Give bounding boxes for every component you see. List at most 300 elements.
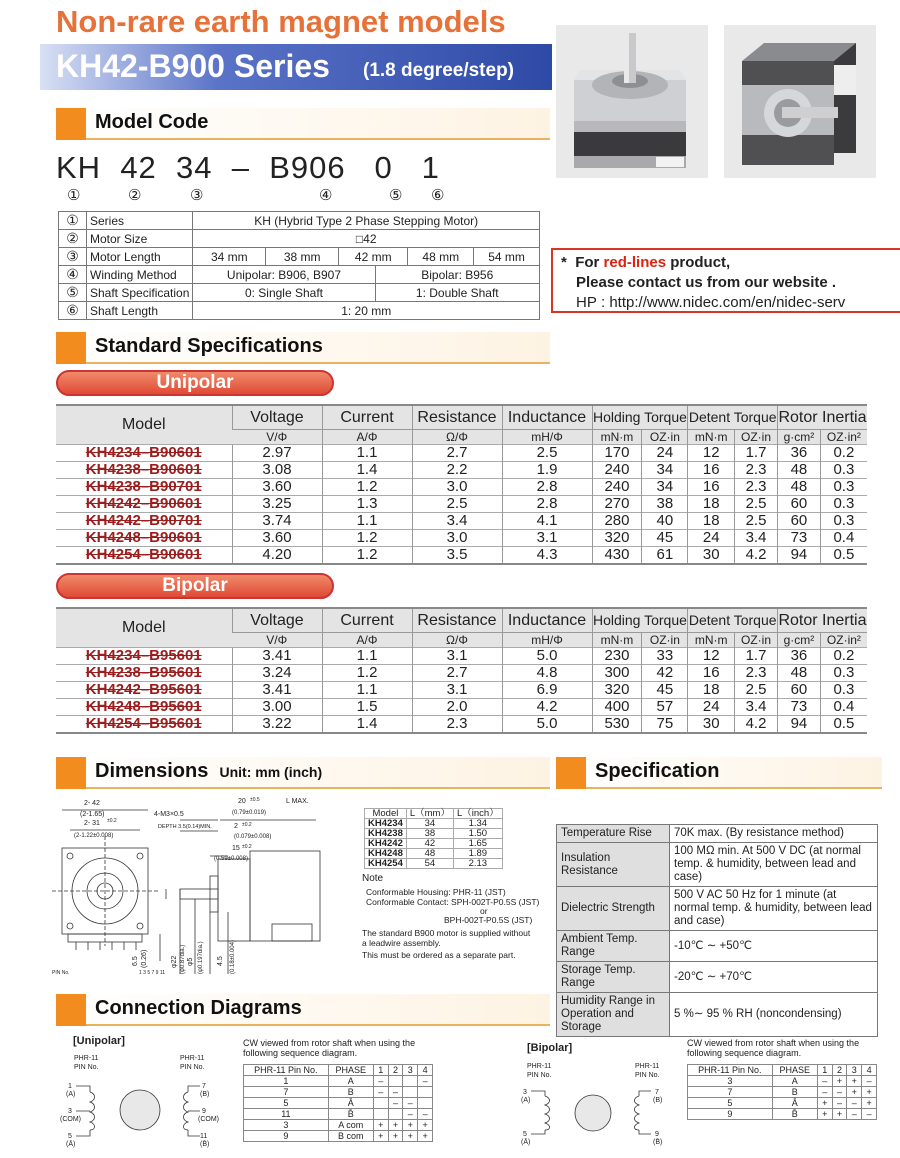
row-value: 54 mm [474, 248, 540, 266]
col-header: Resistance [412, 608, 502, 632]
spec-value: 3.4 [412, 512, 502, 529]
sequence-cell [403, 1076, 418, 1087]
col-header: Inductance [502, 608, 592, 632]
table-row [244, 1076, 433, 1087]
spec-value: 320 [592, 681, 642, 698]
spec-value: 1.7 [735, 444, 778, 461]
sequence-cell: + [418, 1120, 433, 1131]
notice-url[interactable]: HP : http://www.nidec.com/en/nidec-serv [576, 294, 846, 311]
spec-value: 36 [778, 444, 821, 461]
spec-value: 1.3 [322, 495, 412, 512]
spec-key: Storage Temp. Range [557, 962, 670, 993]
spec-value: 33 [642, 647, 688, 664]
spec-value: 75 [642, 715, 688, 733]
sequence-cell: – [832, 1098, 847, 1109]
sequence-cell: A [328, 1076, 373, 1087]
pin-phase: (Ā) [66, 1141, 76, 1148]
pin-no-label: PIN No. [635, 1072, 660, 1079]
sequence-cell: 3 [688, 1076, 773, 1087]
sequence-cell: 5 [244, 1098, 329, 1109]
unit-header: OZ·in² [820, 429, 867, 444]
sequence-cell: – [388, 1087, 403, 1098]
spec-value: 4.8 [502, 664, 592, 681]
spec-value: 4.2 [735, 546, 778, 564]
spec-value: 320 [592, 529, 642, 546]
section-specification [556, 757, 882, 789]
table-row [59, 212, 540, 230]
table-row [688, 1098, 877, 1109]
spec-value: 3.60 [232, 529, 322, 546]
section-marker [56, 757, 86, 789]
sequence-cell: – [403, 1098, 418, 1109]
pin-phase: (Ā) [521, 1139, 531, 1146]
spec-value: 2.3 [735, 664, 778, 681]
sequence-cell: + [862, 1098, 877, 1109]
pin-numbers: 1 3 5 7 9 11 [139, 970, 166, 976]
spec-value: 3.22 [232, 715, 322, 733]
spec-value: 6.9 [502, 681, 592, 698]
model-name: KH4248–B90601 [56, 529, 232, 546]
length-value: 38 [406, 829, 453, 839]
spec-value: 0.3 [820, 495, 867, 512]
spec-value: 60 [778, 512, 821, 529]
specification-table [556, 824, 878, 1037]
col-header: Rotor Inertia [778, 608, 868, 632]
spec-value: 42 [642, 664, 688, 681]
connector-note [362, 874, 539, 960]
table-row [244, 1109, 433, 1120]
spec-value: 18 [688, 495, 735, 512]
sequence-cell: + [832, 1076, 847, 1087]
row-index: ① [59, 212, 87, 230]
col-header: Voltage [232, 608, 322, 632]
col-header: 1 [817, 1065, 832, 1076]
code-part: KH [56, 150, 102, 185]
spec-value: 12 [688, 647, 735, 664]
col-header: PHR-11 Pin No. [688, 1065, 773, 1076]
spec-value: 0.3 [820, 478, 867, 495]
note-line: BPH-002T-P0.5S (JST) [444, 915, 533, 925]
unipolar-wiring-diagram [50, 1050, 230, 1155]
length-value: 34 [406, 819, 453, 829]
spec-value: 1.2 [322, 664, 412, 681]
sequence-cell [388, 1076, 403, 1087]
row-index: ③ [59, 248, 87, 266]
table-row [59, 248, 540, 266]
model-name: KH4234 [365, 819, 407, 829]
sequence-cell: + [847, 1087, 862, 1098]
header-row [244, 1065, 433, 1076]
dim-label: L MAX. [286, 798, 309, 805]
unit-header: OZ·in² [820, 632, 867, 647]
table-row [56, 715, 867, 733]
col-header: Holding Torque [592, 405, 688, 429]
col-header: 4 [418, 1065, 433, 1076]
spec-key: Ambient Temp. Range [557, 931, 670, 962]
sequence-cell: – [403, 1109, 418, 1120]
spec-value: 0.5 [820, 715, 867, 733]
note-line: Conformable Housing: PHR-11 (JST) [366, 887, 506, 897]
col-header: 2 [832, 1065, 847, 1076]
spec-value: 4.2 [502, 698, 592, 715]
dim-label: 20 [238, 798, 246, 805]
pin-number: 7 [655, 1089, 659, 1096]
dimensions-title: Dimensions [95, 760, 209, 782]
notice-text: For [575, 254, 604, 271]
section-title: Specification [595, 760, 720, 782]
sequence-cell: 1 [244, 1076, 329, 1087]
sequence-cell: + [403, 1120, 418, 1131]
table-row [56, 647, 867, 664]
section-title [95, 760, 322, 783]
section-connection [56, 994, 550, 1026]
series-title: KH42-B900 Series [56, 48, 330, 84]
sequence-cell: 9 [688, 1109, 773, 1120]
table-row [365, 849, 503, 859]
spec-value: 1.4 [322, 715, 412, 733]
col-header: Model [56, 608, 232, 647]
row-value: KH (Hybrid Type 2 Phase Stepping Motor) [193, 212, 540, 230]
header-row [688, 1065, 877, 1076]
spec-value: 2.0 [412, 698, 502, 715]
spec-value: 3.08 [232, 461, 322, 478]
model-code-table [58, 211, 540, 320]
sequence-cell [418, 1098, 433, 1109]
spec-value: 1.4 [322, 461, 412, 478]
code-part: 0 [374, 150, 393, 185]
code-part: 34 [176, 150, 213, 185]
dim-label: φ5 [187, 957, 194, 966]
table-row [59, 266, 540, 284]
cw-caption [243, 1038, 415, 1058]
row-value: 38 mm [266, 248, 339, 266]
table-row [365, 859, 503, 869]
sequence-cell [373, 1098, 388, 1109]
sequence-cell: 5 [688, 1098, 773, 1109]
spec-key: Humidity Range in Operation and Storage [557, 993, 670, 1037]
unit-header: mH/Φ [502, 429, 592, 444]
unipolar-diagram-label: [Unipolar] [73, 1035, 125, 1047]
code-part: – [231, 150, 250, 185]
model-name: KH4242–B95601 [56, 681, 232, 698]
sequence-cell: + [373, 1131, 388, 1142]
sequence-cell: B [328, 1087, 373, 1098]
row-label: Motor Length [87, 248, 193, 266]
row-value: 42 mm [339, 248, 408, 266]
unit-header: OZ·in [735, 632, 778, 647]
table-row [56, 664, 867, 681]
table-row [56, 681, 867, 698]
col-header: Resistance [412, 405, 502, 429]
spec-value: 3.4 [735, 698, 778, 715]
spec-value: 48 [778, 664, 821, 681]
section-dimensions [56, 757, 550, 789]
table-row [688, 1076, 877, 1087]
pin-number: 9 [655, 1131, 659, 1138]
phr-label: PHR-11 [180, 1055, 205, 1062]
spec-value: 240 [592, 478, 642, 495]
spec-value: 1.1 [322, 512, 412, 529]
cw-caption [687, 1038, 859, 1058]
col-header: Current [322, 608, 412, 632]
pin-number: 3 [68, 1108, 72, 1115]
col-header: Inductance [502, 405, 592, 429]
spec-value: 2.5 [735, 681, 778, 698]
spec-value: 3.41 [232, 681, 322, 698]
pin-number: 1 [68, 1083, 72, 1090]
model-name: KH4242 [365, 839, 407, 849]
row-label: Shaft Specification [87, 284, 193, 302]
spec-value: 24 [642, 444, 688, 461]
sequence-cell: 9 [244, 1131, 329, 1142]
row-index: ② [59, 230, 87, 248]
spec-value: 3.00 [232, 698, 322, 715]
table-row [244, 1131, 433, 1142]
note-title: Note [362, 873, 384, 884]
unit-header: mN·m [592, 429, 642, 444]
note-line: The standard B900 motor is supplied without [362, 928, 531, 938]
spec-value: 45 [642, 681, 688, 698]
spec-value: -10℃ ∼ +50℃ [670, 931, 878, 962]
spec-value: 3.41 [232, 647, 322, 664]
spec-value: 0.3 [820, 512, 867, 529]
note-line: Conformable Contact: SPH-002T-P0.5S (JST) [366, 897, 540, 907]
sequence-cell: B̄ [328, 1109, 373, 1120]
spec-value: 1.5 [322, 698, 412, 715]
dim-label: ±0.5 [250, 797, 260, 803]
code-part: 42 [120, 150, 157, 185]
spec-value: 2.2 [412, 461, 502, 478]
spec-value: 36 [778, 647, 821, 664]
table-row [688, 1087, 877, 1098]
row-index: ⑥ [59, 302, 87, 320]
spec-value: 0.2 [820, 444, 867, 461]
dim-label: (2-1.65) [80, 811, 105, 818]
model-name: KH4242–B90601 [56, 495, 232, 512]
sequence-cell: 7 [244, 1087, 329, 1098]
spec-value: 30 [688, 546, 735, 564]
sequence-cell: – [388, 1098, 403, 1109]
notice-red-text: red-lines [603, 254, 667, 271]
dim-label: DEPTH 3.5(0.14)MIN. [158, 824, 212, 830]
spec-value: 1.2 [322, 478, 412, 495]
spec-value: 2.3 [735, 478, 778, 495]
pin-phase: (B̄) [200, 1141, 210, 1148]
model-code-example [56, 150, 440, 186]
table-row [56, 698, 867, 715]
col-header: L（inch） [453, 809, 502, 819]
spec-value: 30 [688, 715, 735, 733]
spec-value: 1.2 [322, 546, 412, 564]
pin-phase: (COM) [60, 1116, 81, 1123]
spec-value: 5.0 [502, 647, 592, 664]
spec-value: 0.3 [820, 681, 867, 698]
code-part: B906 [269, 150, 346, 185]
sequence-cell: + [847, 1076, 862, 1087]
sequence-cell: 11 [244, 1109, 329, 1120]
row-index: ④ [59, 266, 87, 284]
spec-value: 24 [688, 529, 735, 546]
spec-value: 4.1 [502, 512, 592, 529]
spec-value: 500 V AC 50 Hz for 1 minute (at normal temp. & humidity, between lead and case) [670, 887, 878, 931]
spec-value: 2.5 [735, 512, 778, 529]
table-row [244, 1120, 433, 1131]
spec-value: 3.74 [232, 512, 322, 529]
dim-label: (2-1.22±0.008) [74, 833, 114, 839]
pin-phase: (B̄) [653, 1139, 663, 1146]
sequence-cell [373, 1109, 388, 1120]
spec-value: 18 [688, 512, 735, 529]
motor-photo-front [556, 25, 708, 178]
spec-value: 2.5 [735, 495, 778, 512]
caption-line: CW viewed from rotor shaft when using the [243, 1038, 416, 1048]
model-name: KH4238 [365, 829, 407, 839]
header-row [56, 608, 867, 632]
table-row [688, 1109, 877, 1120]
model-name: KH4248–B95601 [56, 698, 232, 715]
length-value: 48 [406, 849, 453, 859]
unipolar-spec-table [56, 404, 867, 565]
col-header: 1 [373, 1065, 388, 1076]
sequence-cell: + [862, 1087, 877, 1098]
page-headline: Non-rare earth magnet models [56, 4, 506, 39]
col-header: PHASE [772, 1065, 817, 1076]
row-value: 1: 20 mm [193, 302, 540, 320]
sequence-cell: Ā [328, 1098, 373, 1109]
pin-phase: (B) [200, 1091, 210, 1098]
spec-value: 70K max. (By resistance method) [670, 825, 878, 843]
section-title: Connection Diagrams [95, 997, 302, 1019]
spec-value: 4.2 [735, 715, 778, 733]
section-title: Model Code [95, 111, 209, 133]
table-row [557, 843, 878, 887]
spec-value: 400 [592, 698, 642, 715]
sequence-cell: + [388, 1120, 403, 1131]
sequence-cell: B̄ [772, 1109, 817, 1120]
row-label: Winding Method [87, 266, 193, 284]
spec-value: 94 [778, 715, 821, 733]
col-header: L（mm） [406, 809, 453, 819]
sequence-cell: Ā [772, 1098, 817, 1109]
col-header: Model [56, 405, 232, 444]
bipolar-spec-table [56, 607, 867, 734]
length-value: 2.13 [453, 859, 502, 869]
dim-label: ±0.2 [107, 818, 117, 824]
bipolar-wiring-diagram [505, 1058, 685, 1158]
spec-value: 3.0 [412, 478, 502, 495]
spec-value: 94 [778, 546, 821, 564]
sequence-cell: – [418, 1109, 433, 1120]
pin-phase: (B) [653, 1097, 663, 1104]
section-model-code [56, 108, 550, 140]
spec-value: 0.3 [820, 664, 867, 681]
code-part: 1 [421, 150, 440, 185]
dimension-drawing [50, 796, 350, 978]
col-header: 3 [403, 1065, 418, 1076]
col-header: PHASE [328, 1065, 373, 1076]
sequence-cell [403, 1087, 418, 1098]
col-header: Detent Torque [688, 405, 778, 429]
table-row [557, 825, 878, 843]
spec-value: 3.5 [412, 546, 502, 564]
spec-value: 1.1 [322, 444, 412, 461]
sequence-cell: + [388, 1131, 403, 1142]
bipolar-diagram-label: [Bipolar] [527, 1042, 573, 1054]
caption-line: CW viewed from rotor shaft when using the [687, 1038, 860, 1048]
notice-text: product, [666, 254, 731, 271]
section-marker [56, 994, 86, 1026]
model-name: KH4254–B95601 [56, 715, 232, 733]
sequence-cell: A com [328, 1120, 373, 1131]
sequence-cell: – [862, 1109, 877, 1120]
table-row [557, 887, 878, 931]
note-line: or [480, 906, 488, 916]
unit-header: V/Φ [232, 429, 322, 444]
dim-label: 2- 31 [84, 820, 100, 827]
unit-header: A/Φ [322, 632, 412, 647]
bipolar-label: Bipolar [56, 573, 334, 599]
sequence-cell: + [817, 1109, 832, 1120]
table-row [557, 962, 878, 993]
dim-label: 4-M3×0.5 [154, 811, 184, 818]
col-header: Rotor Inertia [778, 405, 868, 429]
unit-header: mN·m [592, 632, 642, 647]
spec-value: 5.0 [502, 715, 592, 733]
table-row [56, 546, 867, 564]
dim-label: (φ0.197dia.) [198, 941, 204, 974]
row-value: □42 [193, 230, 540, 248]
spec-value: 24 [688, 698, 735, 715]
dim-label: φ22 [171, 955, 178, 968]
length-value: 1.50 [453, 829, 502, 839]
table-row [56, 478, 867, 495]
col-header: Current [322, 405, 412, 429]
sequence-cell: – [847, 1098, 862, 1109]
length-value: 1.34 [453, 819, 502, 829]
col-header: Holding Torque [592, 608, 688, 632]
unit-header: V/Φ [232, 632, 322, 647]
header-row [56, 405, 867, 429]
dim-label: (0.59±0.008) [214, 856, 248, 862]
pin-phase: (A) [66, 1091, 76, 1098]
spec-value: 4.3 [502, 546, 592, 564]
table-row [365, 819, 503, 829]
sequence-cell: + [832, 1109, 847, 1120]
spec-value: 3.1 [412, 647, 502, 664]
spec-value: 240 [592, 461, 642, 478]
model-name: KH4254–B90601 [56, 546, 232, 564]
spec-value: 16 [688, 664, 735, 681]
dim-label: 6.5 [132, 956, 139, 966]
model-name: KH4242–B90701 [56, 512, 232, 529]
note-line: This must be ordered as a separate part. [362, 950, 516, 960]
code-index: ① [67, 187, 81, 204]
spec-key: Temperature Rise [557, 825, 670, 843]
pin-no-label: PIN No. [74, 1064, 99, 1071]
spec-value: 230 [592, 647, 642, 664]
spec-value: 300 [592, 664, 642, 681]
row-value: Bipolar: B956 [375, 266, 539, 284]
spec-value: 34 [642, 461, 688, 478]
pin-number: 5 [68, 1133, 72, 1140]
dim-label: 2- 42 [84, 800, 100, 807]
spec-value: 61 [642, 546, 688, 564]
spec-value: 0.4 [820, 529, 867, 546]
spec-value: 18 [688, 681, 735, 698]
phr-label: PHR-11 [527, 1063, 552, 1070]
sequence-cell: + [373, 1120, 388, 1131]
spec-value: 2.5 [502, 444, 592, 461]
